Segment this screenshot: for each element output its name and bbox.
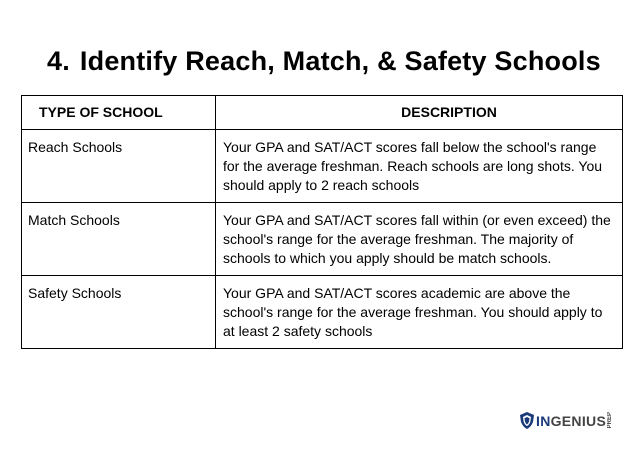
shield-icon bbox=[520, 412, 534, 429]
table-row bbox=[22, 130, 623, 203]
header-type-of-school: TYPE OF SCHOOL bbox=[22, 96, 216, 130]
school-types-table bbox=[21, 95, 623, 349]
header-description: DESCRIPTION bbox=[216, 96, 623, 130]
row-match-type: Match Schools bbox=[22, 203, 216, 276]
ingenius-prep-logo bbox=[520, 412, 613, 429]
row-safety-description: Your GPA and SAT/ACT scores academic are above the school's range for the average freshman. You should apply to at least 2 safety schools bbox=[216, 276, 623, 349]
row-safety-type: Safety Schools bbox=[22, 276, 216, 349]
table-row bbox=[22, 203, 623, 276]
table-row bbox=[22, 276, 623, 349]
table-header-row bbox=[22, 96, 623, 130]
title-text: Identify Reach, Match, & Safety Schools bbox=[79, 46, 601, 76]
logo-in: IN bbox=[536, 412, 551, 429]
logo-prep: PREP bbox=[607, 412, 614, 429]
logo-genius: GENIUS bbox=[550, 412, 607, 429]
row-reach-description: Your GPA and SAT/ACT scores fall below the school's range for the average freshman. Reach schools are long shots. You should apply to 2 reach schools bbox=[216, 130, 623, 203]
title-number: 4. bbox=[47, 46, 70, 76]
slide-title bbox=[47, 46, 601, 77]
row-match-description: Your GPA and SAT/ACT scores fall within (or even exceed) the school's range for the average freshman. The majority of schools to which you apply should be match schools. bbox=[216, 203, 623, 276]
row-reach-type: Reach Schools bbox=[22, 130, 216, 203]
